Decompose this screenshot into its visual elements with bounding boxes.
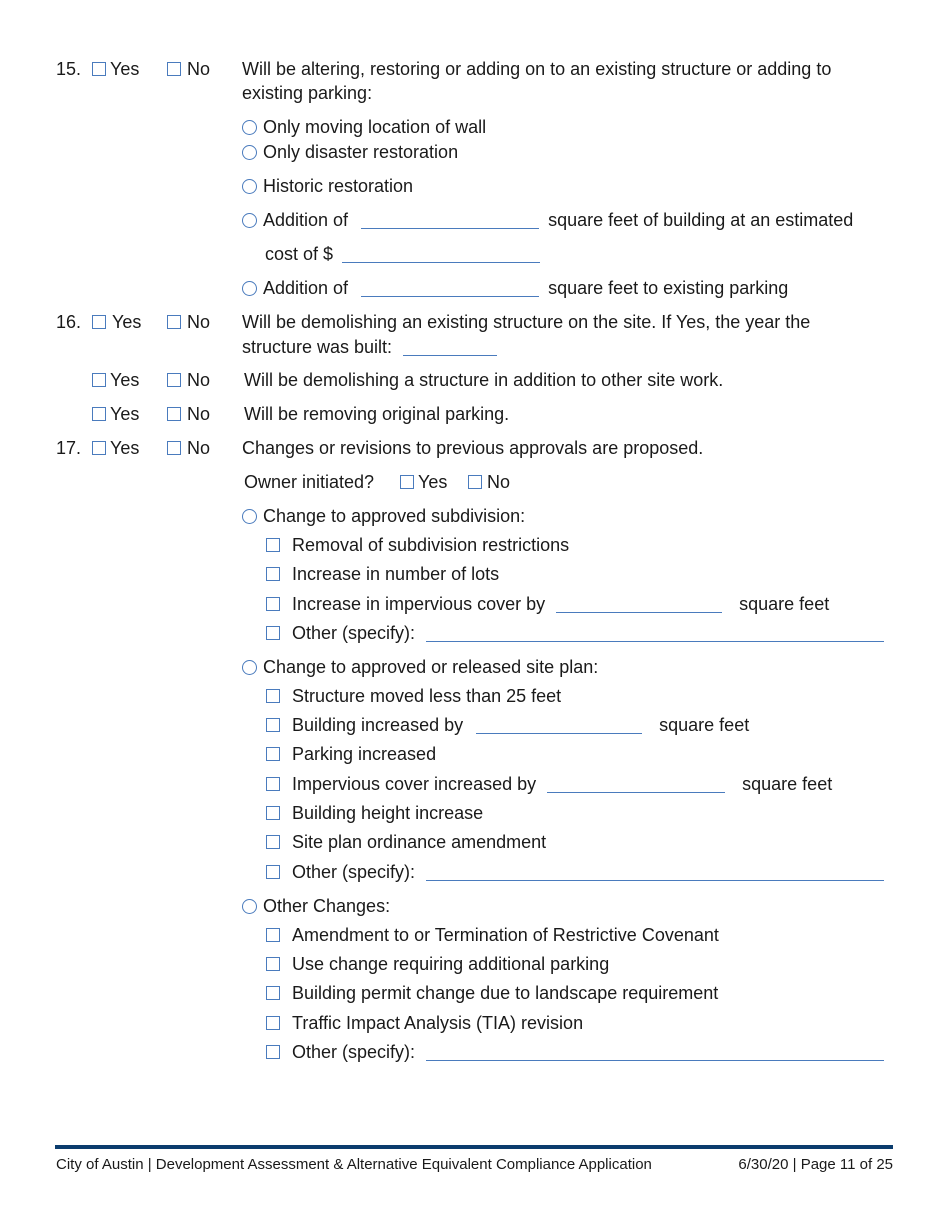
siteplan-item-height[interactable] <box>266 801 483 825</box>
other-tia-label: Traffic Impact Analysis (TIA) revision <box>292 1013 584 1033</box>
q16-sub1-no-checkbox[interactable] <box>167 373 181 387</box>
siteplan-ordinance-checkbox[interactable] <box>266 835 280 849</box>
q16-sub2-no-option[interactable] <box>167 402 210 426</box>
siteplan-item-parking[interactable] <box>266 742 436 766</box>
q16-no-label: No <box>187 312 211 332</box>
q15-addition-building-radio[interactable] <box>242 213 257 228</box>
q17-yes-checkbox[interactable] <box>92 441 106 455</box>
siteplan-building-label: Building increased by <box>292 715 464 735</box>
subdivision-lots-label: Increase in number of lots <box>292 564 500 584</box>
siteplan-impervious-label: Impervious cover increased by <box>292 774 537 794</box>
other-covenant-label: Amendment to or Termination of Restrictive Covenant <box>292 925 719 945</box>
siteplan-heading: Change to approved or released site plan: <box>263 657 599 677</box>
siteplan-impervious-field[interactable] <box>547 774 725 793</box>
siteplan-item-moved[interactable] <box>266 684 561 708</box>
siteplan-height-label: Building height increase <box>292 803 484 823</box>
other-use-change-label: Use change requiring additional parking <box>292 954 610 974</box>
siteplan-building-unit: square feet <box>659 715 750 735</box>
q15-disaster-radio[interactable] <box>242 145 257 160</box>
other-other-label: Other (specify): <box>292 1042 416 1062</box>
owner-initiated-yes-option[interactable] <box>400 470 447 494</box>
siteplan-impervious-unit: square feet <box>742 774 833 794</box>
siteplan-ordinance-label: Site plan ordinance amendment <box>292 832 547 852</box>
q16-yes-option[interactable] <box>92 310 141 334</box>
other-landscape-label: Building permit change due to landscape requirement <box>292 983 719 1003</box>
siteplan-parking-label: Parking increased <box>292 744 437 764</box>
subdivision-item-lots[interactable] <box>266 562 499 586</box>
subdivision-item-removal[interactable] <box>266 533 569 557</box>
q17-yes-option[interactable] <box>92 436 139 460</box>
q16-sub2-yes-option[interactable] <box>92 402 139 426</box>
footer-divider <box>55 1145 893 1149</box>
q16-sub1-yes-checkbox[interactable] <box>92 373 106 387</box>
siteplan-building-checkbox[interactable] <box>266 718 280 732</box>
q15-addition-parking-suffix: square feet to existing parking <box>548 278 789 298</box>
q17-no-checkbox[interactable] <box>167 441 181 455</box>
q16-sub1-yes-label: Yes <box>110 370 140 390</box>
other-item-other[interactable] <box>266 1040 884 1064</box>
subdivision-impervious-label: Increase in impervious cover by <box>292 594 546 614</box>
subdivision-heading: Change to approved subdivision: <box>263 506 526 526</box>
siteplan-radio[interactable] <box>242 660 257 675</box>
q15-question-line1: Will be altering, restoring or adding on to an existing structure or adding to <box>242 59 832 79</box>
q15-historic-radio[interactable] <box>242 179 257 194</box>
siteplan-other-checkbox[interactable] <box>266 865 280 879</box>
q16-sub2-text: Will be removing original parking. <box>244 404 510 424</box>
other-item-tia[interactable] <box>266 1011 583 1035</box>
q15-yes-option[interactable] <box>92 57 139 81</box>
other-item-landscape[interactable] <box>266 981 718 1005</box>
q15-wall-radio[interactable] <box>242 120 257 135</box>
q15-disaster-label: Only disaster restoration <box>263 142 459 162</box>
q15-yes-checkbox[interactable] <box>92 62 106 76</box>
q15-addition-parking-prefix: Addition of <box>263 278 349 298</box>
q15-cost-row <box>265 242 540 266</box>
other-item-covenant[interactable] <box>266 923 719 947</box>
subdivision-removal-checkbox[interactable] <box>266 538 280 552</box>
q16-sub1-text: Will be demolishing a structure in addition to other site work. <box>244 370 724 390</box>
siteplan-item-other[interactable] <box>266 860 884 884</box>
other-other-checkbox[interactable] <box>266 1045 280 1059</box>
q15-addition-building-prefix: Addition of <box>263 210 349 230</box>
owner-initiated-label: Owner initiated? <box>244 472 375 492</box>
subdivision-removal-label: Removal of subdivision restrictions <box>292 535 570 555</box>
addition-parking-sqft-field[interactable] <box>361 278 539 297</box>
q15-historic-label: Historic restoration <box>263 176 414 196</box>
subdivision-other-label: Other (specify): <box>292 623 416 643</box>
subdivision-other-field[interactable] <box>426 623 884 642</box>
other-tia-checkbox[interactable] <box>266 1016 280 1030</box>
siteplan-building-field[interactable] <box>476 715 642 734</box>
siteplan-other-label: Other (specify): <box>292 862 416 882</box>
other-changes-radio[interactable] <box>242 899 257 914</box>
footer-document-title: City of Austin | Development Assessment & Alternative Equivalent Compliance Application <box>56 1156 652 1173</box>
q16-question-line1: Will be demolishing an existing structure on the site. If Yes, the year the <box>242 312 811 332</box>
subdivision-impervious-unit: square feet <box>739 594 830 614</box>
subdivision-impervious-checkbox[interactable] <box>266 597 280 611</box>
owner-initiated-no-option[interactable] <box>468 470 510 494</box>
q15-no-label: No <box>187 59 211 79</box>
q15-opt-addition-parking[interactable] <box>242 276 788 300</box>
other-changes-heading: Other Changes: <box>263 896 391 916</box>
siteplan-item-ordinance[interactable] <box>266 830 546 854</box>
siteplan-other-field[interactable] <box>426 862 884 881</box>
q15-no-option[interactable] <box>167 57 210 81</box>
q15-number: 15. <box>56 59 82 79</box>
q17-no-label: No <box>187 438 211 458</box>
q15-question-line2: existing parking: <box>242 83 373 103</box>
other-other-field[interactable] <box>426 1042 884 1061</box>
siteplan-height-checkbox[interactable] <box>266 806 280 820</box>
q15-opt-disaster[interactable] <box>242 140 458 164</box>
subdivision-lots-checkbox[interactable] <box>266 567 280 581</box>
siteplan-moved-checkbox[interactable] <box>266 689 280 703</box>
other-item-use-change[interactable] <box>266 952 609 976</box>
siteplan-item-impervious[interactable] <box>266 772 832 796</box>
owner-initiated-no-label: No <box>487 472 511 492</box>
q15-no-checkbox[interactable] <box>167 62 181 76</box>
q15-addition-parking-radio[interactable] <box>242 281 257 296</box>
q16-sub2-yes-checkbox[interactable] <box>92 407 106 421</box>
other-landscape-checkbox[interactable] <box>266 986 280 1000</box>
subdivision-item-other[interactable] <box>266 621 884 645</box>
footer-page-info: 6/30/20 | Page 11 of 25 <box>738 1156 893 1173</box>
other-changes-option[interactable] <box>242 894 390 918</box>
q15-addition-building-suffix: square feet of building at an estimated <box>548 210 854 230</box>
q17-question: Changes or revisions to previous approvals are proposed. <box>242 438 704 458</box>
addition-building-sqft-field[interactable] <box>361 210 539 229</box>
q16-sub1-no-option[interactable] <box>167 368 210 392</box>
q17-yes-label: Yes <box>110 438 140 458</box>
q16-sub1-yes-option[interactable] <box>92 368 139 392</box>
q16-sub2-no-label: No <box>187 404 211 424</box>
q17-number: 17. <box>56 438 82 458</box>
q15-opt-historic[interactable] <box>242 174 413 198</box>
year-built-field[interactable] <box>403 337 497 356</box>
subdivision-option[interactable] <box>242 504 525 528</box>
siteplan-parking-checkbox[interactable] <box>266 747 280 761</box>
q15-cost-label: cost of $ <box>265 244 334 264</box>
q16-sub2-no-checkbox[interactable] <box>167 407 181 421</box>
q15-yes-label: Yes <box>110 59 140 79</box>
subdivision-item-impervious[interactable] <box>266 592 829 616</box>
owner-initiated-yes-checkbox[interactable] <box>400 475 414 489</box>
q15-opt-addition-building[interactable] <box>242 208 853 232</box>
other-covenant-checkbox[interactable] <box>266 928 280 942</box>
q16-yes-checkbox[interactable] <box>92 315 106 329</box>
q17-no-option[interactable] <box>167 436 210 460</box>
addition-cost-field[interactable] <box>342 244 540 263</box>
other-use-change-checkbox[interactable] <box>266 957 280 971</box>
q15-wall-label: Only moving location of wall <box>263 117 487 137</box>
q16-number: 16. <box>56 312 82 332</box>
siteplan-impervious-checkbox[interactable] <box>266 777 280 791</box>
q16-question-line2-row <box>242 335 497 359</box>
subdivision-other-checkbox[interactable] <box>266 626 280 640</box>
siteplan-option[interactable] <box>242 655 598 679</box>
q16-sub2-yes-label: Yes <box>110 404 140 424</box>
subdivision-radio[interactable] <box>242 509 257 524</box>
siteplan-moved-label: Structure moved less than 25 feet <box>292 686 562 706</box>
q16-sub1-no-label: No <box>187 370 211 390</box>
q15-opt-wall[interactable] <box>242 115 486 139</box>
q16-yes-label: Yes <box>112 312 142 332</box>
q16-no-checkbox[interactable] <box>167 315 181 329</box>
owner-initiated-yes-label: Yes <box>418 472 448 492</box>
owner-initiated-no-checkbox[interactable] <box>468 475 482 489</box>
siteplan-item-building[interactable] <box>266 713 749 737</box>
subdivision-impervious-field[interactable] <box>556 594 722 613</box>
q16-no-option[interactable] <box>167 310 210 334</box>
q16-question-line2: structure was built: <box>242 337 393 357</box>
